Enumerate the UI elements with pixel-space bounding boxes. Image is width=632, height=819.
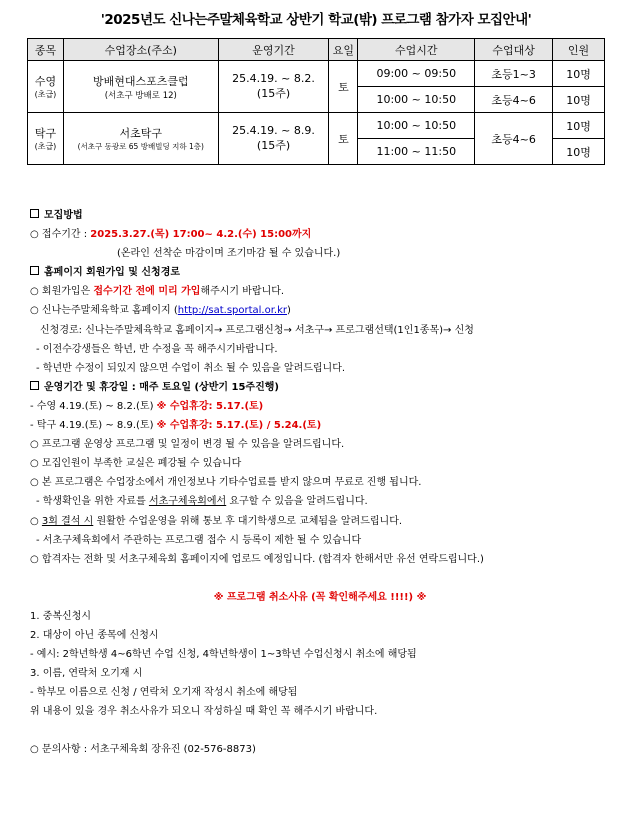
swim-count-2: 10명 xyxy=(553,87,605,113)
page-title: '2025년도 신나는주말체육학교 상반기 학교(밖) 프로그램 참가자 모집안내' xyxy=(100,12,532,28)
swim-target-2: 초등4~6 xyxy=(475,87,553,113)
cancel-line: - 학부모 이름으로 신청 / 연락처 오기재 작성시 취소에 해당됨 xyxy=(30,687,298,699)
contact-line: ○ 문의사항 : 서초구체육회 장유진 (02-576-8873) xyxy=(30,744,256,756)
notice-line: ○ 모집인원이 부족한 교실은 폐강될 수 있습니다 xyxy=(30,458,242,470)
swim-target-1: 초등1~3 xyxy=(475,61,553,87)
tt-schedule-line: - 탁구 4.19.(토) ~ 8.9.(토) ※ 수업휴강: 5.17.(토) / 5.24.(토) xyxy=(30,420,322,432)
cancel-line: 2. 대상이 아닌 종목에 신청시 xyxy=(30,629,159,641)
notice-line: ○ 프로그램 운영상 프로그램 및 일정이 변경 될 수 있음을 알려드립니다. xyxy=(30,439,345,451)
tt-sport-cell xyxy=(28,113,64,165)
tt-time-1: 10:00 ~ 10:50 xyxy=(358,113,475,139)
header-time: 수업시간 xyxy=(358,39,475,61)
tt-period: 25.4.19. ~ 8.9. xyxy=(232,124,315,137)
tt-count-2: 10명 xyxy=(553,139,605,165)
tt-time-2: 11:00 ~ 11:50 xyxy=(358,139,475,165)
section-schedule-heading: 운영기간 및 휴강일 : 매주 토요일 (상반기 15주진행) xyxy=(30,378,620,397)
swim-count-1: 10명 xyxy=(553,61,605,87)
recruit-period-line: ○ 접수기간 : 2025.3.27.(목) 17:00~ 4.2.(수) 15:00까지 xyxy=(30,229,312,241)
swim-day: 토 xyxy=(329,61,358,113)
tt-place: 서초탁구 xyxy=(119,127,163,140)
swim-time-1: 09:00 ~ 09:50 xyxy=(358,61,475,87)
notice-line: ○ 3회 결석 시 원활한 수업운영을 위해 통보 후 대기학생으로 교체됨을 알려드립니다. xyxy=(30,515,403,527)
cancel-line: 위 내용이 있을 경우 취소사유가 되오니 작성하실 때 확인 꼭 해주시기 바랍니다. xyxy=(30,706,378,718)
table-row xyxy=(28,61,605,87)
notice-line: - 서초구체육회에서 주관하는 프로그램 접수 시 등록이 제한 될 수 있습니다 xyxy=(36,534,362,546)
header-target: 수업대상 xyxy=(475,39,553,61)
tt-place-cell xyxy=(63,113,218,165)
header-place: 수업장소(주소) xyxy=(63,39,218,61)
tt-level: (초급) xyxy=(34,142,57,151)
swim-sport-cell xyxy=(28,61,64,113)
cancel-heading: ※ 프로그램 취소사유 (꼭 확인해주세요 !!!!) ※ xyxy=(213,591,427,603)
recruit-note: (온라인 선착순 마감이며 조기마감 될 수 있습니다.) xyxy=(117,248,341,260)
tt-count-1: 10명 xyxy=(553,113,605,139)
notice-body xyxy=(30,206,620,760)
swim-place: 방배현대스포츠클럽 xyxy=(92,74,189,88)
table-header-row xyxy=(28,39,605,61)
square-bullet-icon xyxy=(30,381,39,390)
tt-sport: 탁구 xyxy=(34,127,57,140)
cancel-line: - 예시: 2학년학생 4~6학년 수업 신청, 4학년학생이 1~3학년 수업신청시 취소에 해당됨 xyxy=(30,649,417,661)
header-count: 인원 xyxy=(553,39,605,61)
square-bullet-icon xyxy=(30,266,39,275)
notice-line: ○ 합격자는 전화 및 서초구체육회 홈페이지에 업로드 예정입니다. (합격자 한해서만 유선 연락드립니다.) xyxy=(30,553,484,565)
apply-path: 신청경로: 신나는주말체육학교 홈페이지→ 프로그램신청→ 서초구→ 프로그램선택(1인1종목)→ 신청 xyxy=(40,324,474,336)
swim-period-cell xyxy=(218,61,329,113)
tt-weeks: (15주) xyxy=(256,139,291,152)
swim-addr: (서초구 방배로 12) xyxy=(104,90,177,101)
signup-note-1: - 이전수강생들은 학년, 반 수정을 꼭 해주시기바랍니다. xyxy=(36,343,278,355)
signup-note-2: - 학년반 수정이 되있지 않으면 수업이 취소 될 수 있음을 알려드립니다. xyxy=(36,362,346,374)
section-signup-heading: 홈페이지 회원가입 및 신청경로 xyxy=(30,263,620,282)
homepage-line: ○ 신나는주말체육학교 홈페이지 (http://sat.sportal.or.kr) xyxy=(30,305,291,317)
tt-addr: (서초구 동광로 65 방배빌딩 지하 1층) xyxy=(77,142,204,151)
tt-day: 토 xyxy=(329,113,358,165)
tt-period-cell xyxy=(218,113,329,165)
swim-place-cell xyxy=(63,61,218,113)
swim-time-2: 10:00 ~ 10:50 xyxy=(358,87,475,113)
cancel-line: 3. 이름, 연락처 오기재 시 xyxy=(30,668,143,680)
section-recruit-heading: 모집방법 xyxy=(30,206,620,225)
recruit-period: 2025.3.27.(목) 17:00~ 4.2.(수) 15:00까지 xyxy=(90,229,312,241)
swim-level: (초급) xyxy=(34,90,57,99)
swim-schedule-line: - 수영 4.19.(토) ~ 8.2.(토) ※ 수업휴강: 5.17.(토) xyxy=(30,400,264,412)
cancel-line: 1. 중복신청시 xyxy=(30,610,92,622)
notice-line: ○ 본 프로그램은 수업장소에서 개인정보나 기타수업료를 받지 않으며 무료로 진행 됩니다. xyxy=(30,477,422,489)
swim-weeks: (15주) xyxy=(256,87,291,100)
swim-sport: 수영 xyxy=(34,75,57,88)
swim-period: 25.4.19. ~ 8.2. xyxy=(232,72,315,85)
tt-target: 초등4~6 xyxy=(475,113,553,165)
schedule-table xyxy=(27,38,605,165)
homepage-link[interactable]: http://sat.sportal.or.kr xyxy=(177,305,288,317)
header-sport: 종목 xyxy=(28,39,64,61)
notice-line: - 학생확인을 위한 자료를 서초구체육회에서 요구할 수 있음을 알려드립니다. xyxy=(36,496,368,508)
square-bullet-icon xyxy=(30,209,39,218)
signup-line: ○ 회원가입은 접수기간 전에 미리 가입해주시기 바랍니다. xyxy=(30,286,285,298)
header-period: 운영기간 xyxy=(218,39,329,61)
header-day: 요일 xyxy=(329,39,358,61)
table-row xyxy=(28,113,605,139)
